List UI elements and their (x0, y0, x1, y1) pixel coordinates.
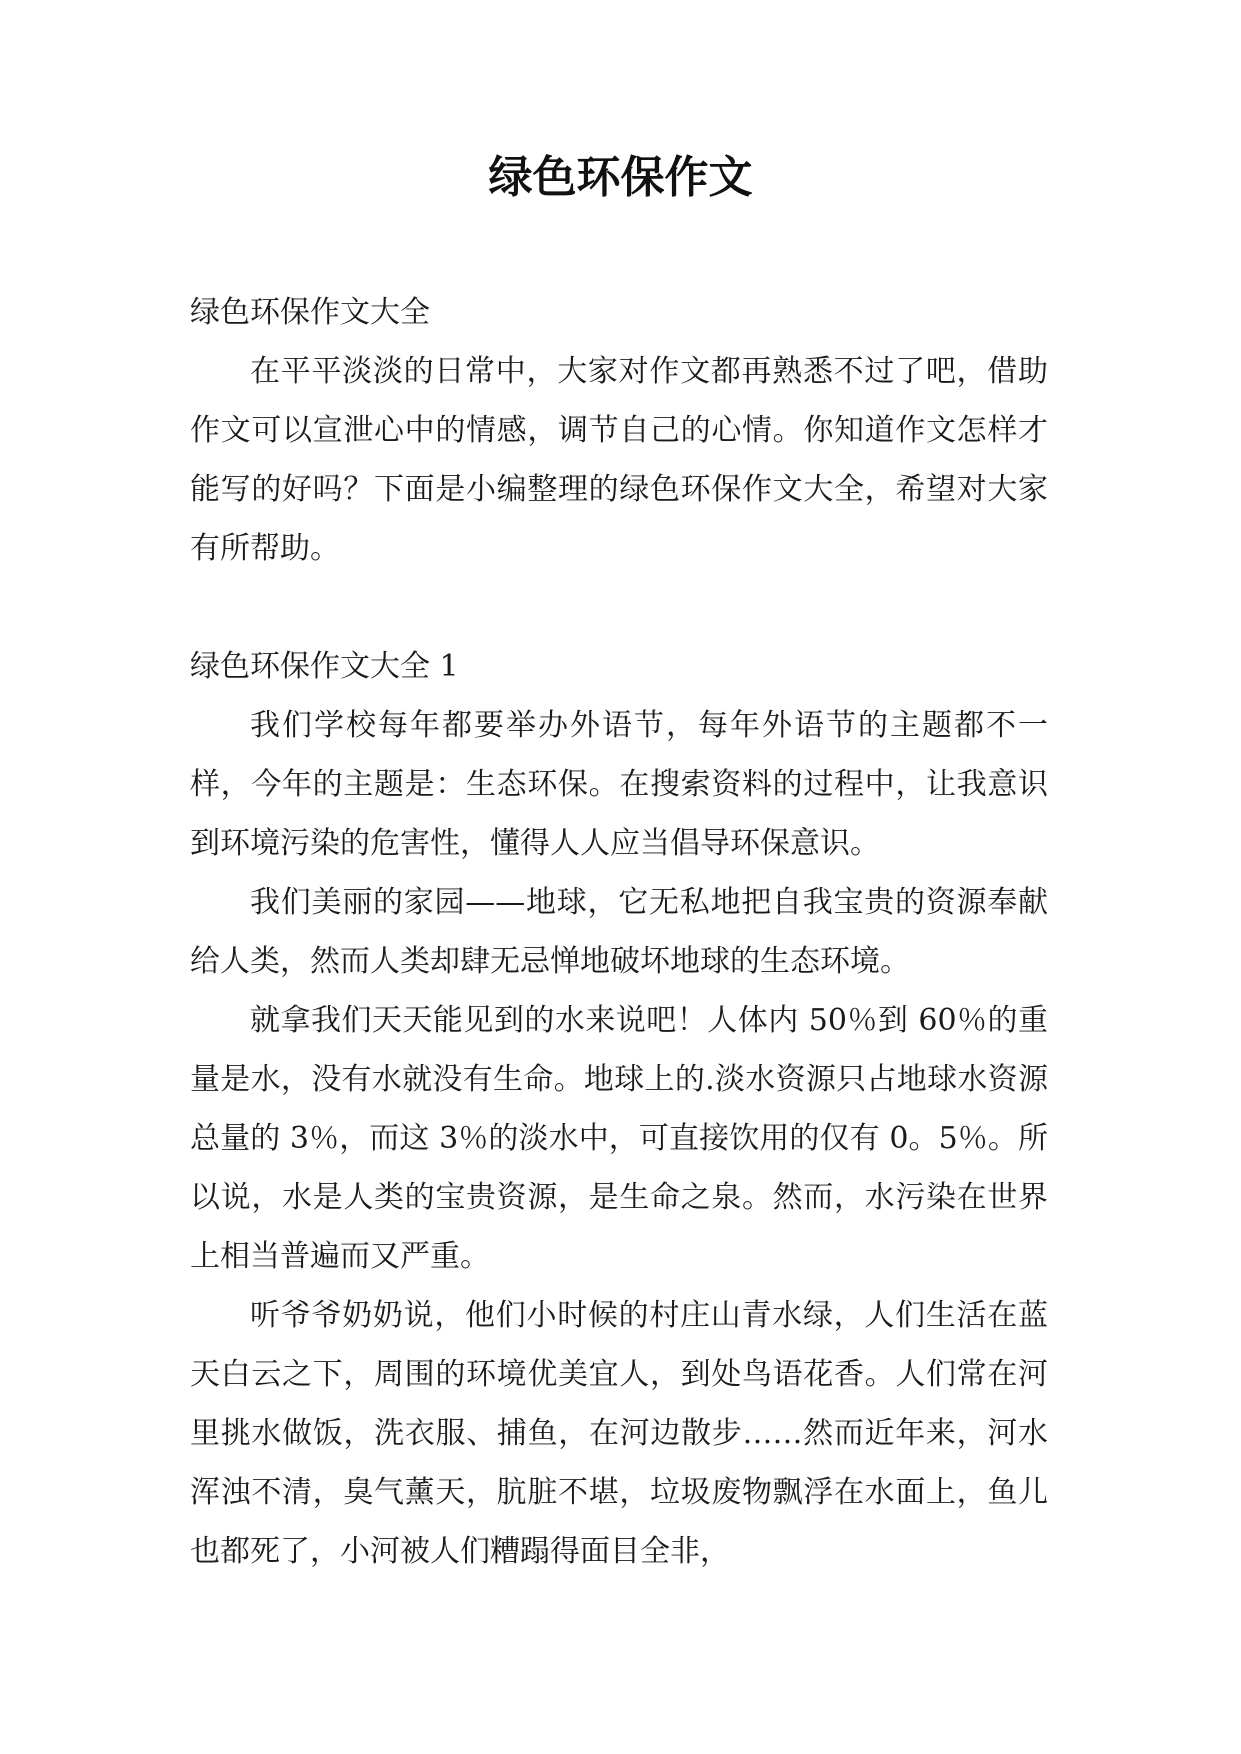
intro-heading: 绿色环保作文大全 (190, 295, 430, 330)
essay1-paragraph-3: 就拿我们天天能见到的水来说吧！人体内 50％到 60％的重量是水，没有水就没有生命。地球上的.淡水资源只占地球水资源总量的 3％，而这 3％的淡水中，可直接饮用的仅有 0。5％。所以说，水是人类的宝贵资源，是生命之泉。然而，水污染在世界上相当普遍而又严重。 (190, 1003, 1048, 1274)
essay1-heading: 绿色环保作文大全 1 (190, 649, 459, 684)
document-title: 绿色环保作文 (488, 152, 753, 203)
essay1-paragraph-2: 我们美丽的家园——地球，它无私地把自我宝贵的资源奉献给人类，然而人类却肆无忌惮地破坏地球的生态环境。 (190, 885, 1048, 979)
document-body (190, 283, 1048, 1581)
intro-paragraph: 在平平淡淡的日常中，大家对作文都再熟悉不过了吧，借助作文可以宣泄心中的情感，调节自己的心情。你知道作文怎样才能写的好吗？下面是小编整理的绿色环保作文大全，希望对大家有所帮助。 (190, 354, 1048, 566)
essay1-paragraph-1: 我们学校每年都要举办外语节，每年外语节的主题都不一样，今年的主题是：生态环保。在搜索资料的过程中，让我意识到环境污染的危害性，懂得人人应当倡导环保意识。 (190, 708, 1048, 861)
section-spacer (190, 578, 1048, 637)
essay1-paragraph-4: 听爷爷奶奶说，他们小时候的村庄山青水绿，人们生活在蓝天白云之下，周围的环境优美宜人，到处鸟语花香。人们常在河里挑水做饭，洗衣服、捕鱼，在河边散步……然而近年来，河水浑浊不清，臭气薰天，肮脏不堪，垃圾废物飘浮在水面上，鱼儿也都死了，小河被人们糟蹋得面目全非， (190, 1298, 1048, 1569)
